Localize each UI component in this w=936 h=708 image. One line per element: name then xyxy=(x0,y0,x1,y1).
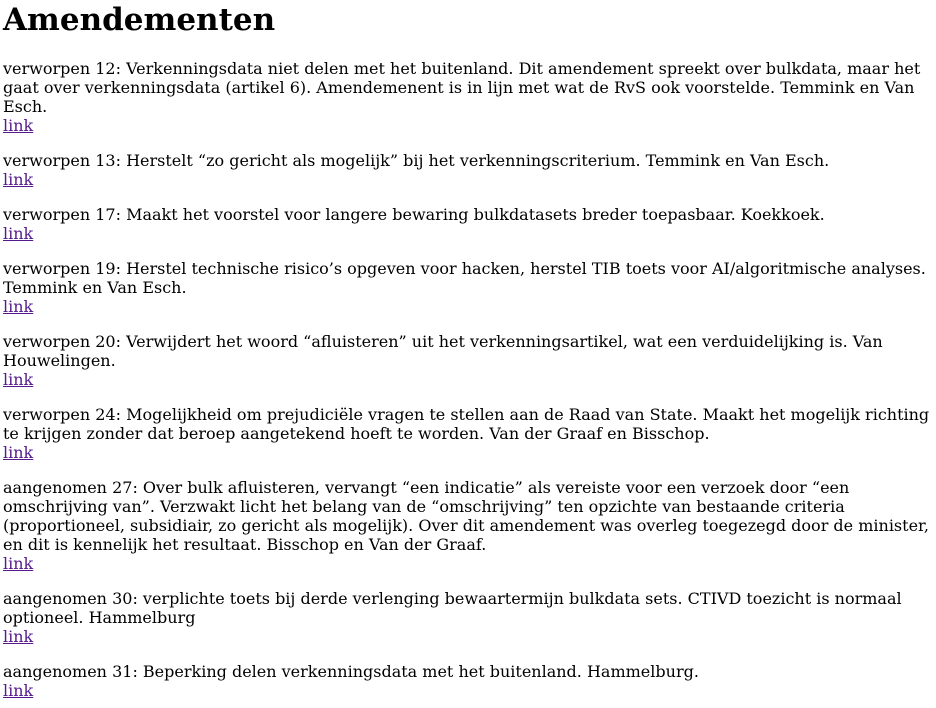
amendment-item: aangenomen 30: verplichte toets bij derde verlenging bewaartermijn bulkdata sets. CTIVD toezicht is normaal optioneel. Hammelburg link xyxy=(3,589,933,646)
amendment-status: verworpen xyxy=(3,332,91,351)
amendment-number: 19 xyxy=(95,259,116,278)
amendment-item: verworpen 20: Verwijdert het woord “afluisteren” uit het verkenningsartikel, wat een verduidelijking is. Van Houwelingen. link xyxy=(3,332,933,389)
amendment-description: Verkenningsdata niet delen met het buitenland. Dit amendement spreekt over bulkdata, maar het gaat over verkenningsdata (artikel 6). Amendemenent is in lijn met wat de RvS ook voorstelde. Temmink en Van Esch. xyxy=(3,59,921,116)
amendment-number: 17 xyxy=(95,205,116,224)
amendment-link[interactable]: link xyxy=(3,370,34,389)
amendment-number: 24 xyxy=(95,405,116,424)
amendment-number: 12 xyxy=(95,59,116,78)
amendment-description: verplichte toets bij derde verlenging bewaartermijn bulkdata sets. CTIVD toezicht is normaal optioneel. Hammelburg xyxy=(3,589,902,627)
amendment-link[interactable]: link xyxy=(3,170,34,189)
amendment-description: Over bulk afluisteren, vervangt “een indicatie” als vereiste voor een verzoek door “een omschrijving van”. Verzwakt licht het belang van de “omschrijving” ten opzichte van bestaande criteria (proportioneel, subsidiair, zo gericht als mogelijk). Over dit amendement was overleg toegezegd door de minister, en dit is kennelijk het resultaat. Bisschop en Van der Graaf. xyxy=(3,478,930,554)
page-title: Amendementen xyxy=(3,2,276,38)
amendment-status: verworpen xyxy=(3,259,91,278)
amendment-description: Verwijdert het woord “afluisteren” uit het verkenningsartikel, wat een verduidelijking is. Van Houwelingen. xyxy=(3,332,883,370)
amendment-link[interactable]: link xyxy=(3,681,34,700)
amendment-status: aangenomen xyxy=(3,478,107,497)
amendment-link[interactable]: link xyxy=(3,554,34,573)
amendment-description: Herstelt “zo gericht als mogelijk” bij het verkenningscriterium. Temmink en Van Esch. xyxy=(126,151,830,170)
amendment-item: verworpen 12: Verkenningsdata niet delen met het buitenland. Dit amendement spreekt over bulkdata, maar het gaat over verkenningsdata (artikel 6). Amendemenent is in lijn met wat de RvS ook voorstelde. Temmink en Van Esch. link xyxy=(3,59,933,135)
amendment-item: verworpen 24: Mogelijkheid om prejudiciële vragen te stellen aan de Raad van State. Maakt het mogelijk richting te krijgen zonder dat beroep aangetekend hoeft te worden. Van der Graaf en Bisschop. link xyxy=(3,405,933,462)
amendment-description: Herstel technische risico’s opgeven voor hacken, herstel TIB toets voor AI/algoritmische analyses. Temmink en Van Esch. xyxy=(3,259,926,297)
amendment-number: 30 xyxy=(112,589,133,608)
amendment-status: verworpen xyxy=(3,205,91,224)
amendment-item: aangenomen 31: Beperking delen verkenningsdata met het buitenland. Hammelburg. link xyxy=(3,662,933,700)
amendment-link[interactable]: link xyxy=(3,116,34,135)
amendment-description: Mogelijkheid om prejudiciële vragen te stellen aan de Raad van State. Maakt het mogelijk richting te krijgen zonder dat beroep aangetekend hoeft te worden. Van der Graaf en Bisschop. xyxy=(3,405,930,443)
amendment-number: 31 xyxy=(112,662,133,681)
amendment-link[interactable]: link xyxy=(3,627,34,646)
amendment-status: verworpen xyxy=(3,151,91,170)
amendment-item: aangenomen 27: Over bulk afluisteren, vervangt “een indicatie” als vereiste voor een verzoek door “een omschrijving van”. Verzwakt licht het belang van de “omschrijving” ten opzichte van bestaande criteria (proportioneel, subsidiair, zo gericht als mogelijk). Over dit amendement was overleg toegezegd door de minister, en dit is kennelijk het resultaat. Bisschop en Van der Graaf. link xyxy=(3,478,933,573)
amendment-item: verworpen 17: Maakt het voorstel voor langere bewaring bulkdatasets breder toepasbaar. Koekkoek. link xyxy=(3,205,933,243)
amendment-link[interactable]: link xyxy=(3,297,34,316)
amendment-status: aangenomen xyxy=(3,589,107,608)
amendment-number: 20 xyxy=(95,332,116,351)
amendment-list xyxy=(3,59,933,700)
amendment-number: 27 xyxy=(112,478,133,497)
amendment-number: 13 xyxy=(95,151,116,170)
amendment-status: aangenomen xyxy=(3,662,107,681)
amendment-description: Beperking delen verkenningsdata met het buitenland. Hammelburg. xyxy=(142,662,699,681)
amendment-item: verworpen 19: Herstel technische risico’s opgeven voor hacken, herstel TIB toets voor AI/algoritmische analyses. Temmink en Van Esch. link xyxy=(3,259,933,316)
amendment-link[interactable]: link xyxy=(3,443,34,462)
amendment-status: verworpen xyxy=(3,405,91,424)
amendment-description: Maakt het voorstel voor langere bewaring bulkdatasets breder toepasbaar. Koekkoek. xyxy=(126,205,825,224)
amendment-status: verworpen xyxy=(3,59,91,78)
amendment-item: verworpen 13: Herstelt “zo gericht als mogelijk” bij het verkenningscriterium. Temmink en Van Esch. link xyxy=(3,151,933,189)
amendment-link[interactable]: link xyxy=(3,224,34,243)
